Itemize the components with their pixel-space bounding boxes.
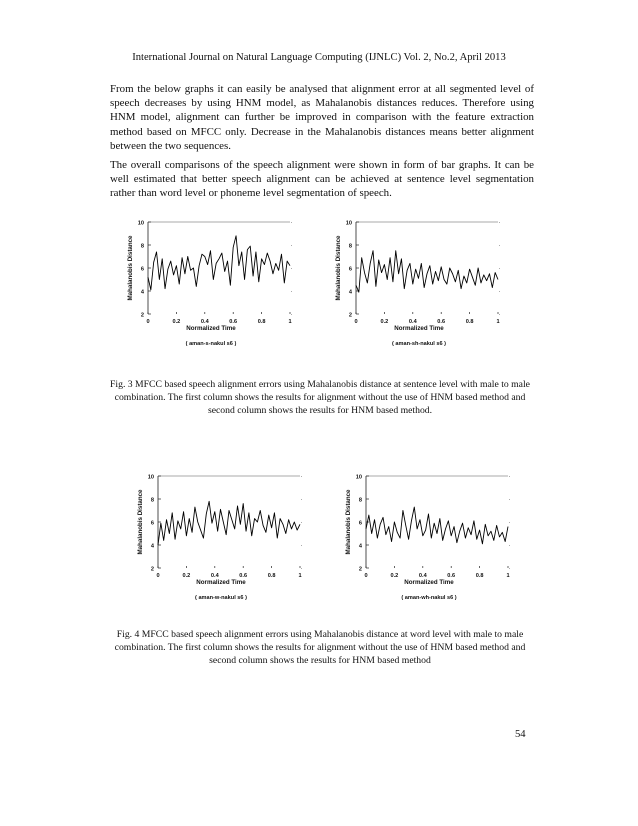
y-tick-label: 4 — [150, 543, 154, 550]
paragraph-2: The overall comparisons of the speech alignment were shown in form of bar graphs. It can be well estimated that better speech alignment can be achieved at sentence level segmentation rather than word level or phoneme level segmentation of speech. — [110, 159, 534, 200]
x-tick-label: 1 — [506, 573, 510, 579]
y-tick-label: 6 — [140, 266, 144, 273]
y-tick-dot: · — [301, 565, 303, 571]
x-axis-label: Normalized Time — [196, 579, 246, 586]
fig4-left-plot — [130, 468, 330, 603]
fig3-right-plot — [328, 214, 528, 349]
y-tick-dot: · — [291, 242, 293, 248]
x-tick-label: 0.4 — [418, 573, 427, 579]
paragraph-1: From the below graphs it can easily be analysed that alignment error at all segmented level of speech decreases by using HNM model, as Mahalanobis distances reduces. Therefore using HNM model, alignment can further be improved in comparison with the feature extraction method based on MFCC only. Decrease in the Mahalanobis distances means better alignment between the two sequences. — [110, 83, 534, 152]
figure-3-caption: Fig. 3 MFCC based speech alignment errors using Mahalanobis distance at sentence level with male to male combination. The first column shows the results for alignment without the use of HNM based method and second column shows the results for HNM based method. — [110, 379, 530, 416]
y-tick-dot: · — [301, 542, 303, 548]
y-tick-label: 4 — [358, 543, 362, 550]
y-tick-label: 4 — [348, 289, 352, 296]
y-tick-dot: · — [291, 265, 293, 271]
y-tick-dot: · — [291, 288, 293, 294]
legend-label: ( aman-s-nakul s6 ) — [185, 341, 237, 347]
x-tick-label: 0.2 — [172, 319, 181, 325]
x-tick-label: 0 — [146, 319, 150, 325]
x-tick-label: 0.8 — [465, 319, 474, 325]
y-tick-label: 2 — [358, 566, 362, 573]
x-tick-label: 0.2 — [380, 319, 389, 325]
fig3-left-plot — [120, 214, 320, 349]
y-tick-label: 8 — [358, 497, 362, 504]
x-tick-label: 0.8 — [257, 319, 266, 325]
legend-label: ( aman-sh-nakul s6 ) — [391, 341, 447, 347]
page-number: 54 — [515, 729, 526, 740]
x-tick-label: 0 — [364, 573, 368, 579]
x-tick-label: 0.2 — [182, 573, 191, 579]
y-tick-label: 10 — [137, 220, 144, 227]
x-tick-label: 0.6 — [447, 573, 456, 579]
y-tick-label: 2 — [348, 312, 352, 319]
y-tick-label: 6 — [348, 266, 352, 273]
y-tick-dot: · — [499, 219, 501, 225]
y-tick-dot: · — [499, 242, 501, 248]
series-line — [356, 251, 501, 294]
legend-label: ( aman-wh-nakul s6 ) — [401, 595, 457, 601]
y-tick-label: 8 — [150, 497, 154, 504]
y-tick-label: 8 — [348, 243, 352, 250]
y-axis-label: Mahalanobis Distance — [345, 489, 352, 555]
fig4-right-plot — [338, 468, 538, 603]
y-tick-label: 6 — [150, 520, 154, 527]
y-tick-dot: · — [509, 473, 511, 479]
x-tick-label: 0.8 — [267, 573, 276, 579]
x-tick-label: 0 — [156, 573, 160, 579]
x-axis-label: Normalized Time — [404, 579, 454, 586]
series-line — [366, 507, 511, 544]
x-tick-label: 0.4 — [408, 319, 417, 325]
y-tick-dot: · — [509, 519, 511, 525]
y-tick-dot: · — [499, 288, 501, 294]
y-tick-dot: · — [301, 473, 303, 479]
x-tick-label: 1 — [298, 573, 302, 579]
y-tick-label: 10 — [147, 474, 154, 481]
y-axis-label: Mahalanobis Distance — [335, 235, 342, 301]
y-tick-label: 6 — [358, 520, 362, 527]
x-tick-label: 0.4 — [200, 319, 209, 325]
y-tick-dot: · — [509, 496, 511, 502]
x-tick-label: 0 — [354, 319, 358, 325]
legend-label: ( aman-w-nakul s6 ) — [195, 595, 247, 601]
x-axis-label: Normalized Time — [394, 325, 444, 332]
series-line — [158, 501, 303, 545]
y-tick-label: 10 — [345, 220, 352, 227]
x-tick-label: 1 — [496, 319, 500, 325]
y-tick-label: 2 — [140, 312, 144, 319]
x-tick-label: 0.6 — [437, 319, 446, 325]
y-tick-dot: · — [509, 565, 511, 571]
figure-4-caption: Fig. 4 MFCC based speech alignment errors using Mahalanobis distance at word level with male to male combination. The first column shows the results for alignment without the use of HNM based method and second column shows the results for HNM based method — [114, 629, 526, 666]
y-tick-label: 8 — [140, 243, 144, 250]
series-line — [148, 236, 293, 290]
y-tick-dot: · — [291, 219, 293, 225]
journal-header: International Journal on Natural Language Computing (IJNLC) Vol. 2, No.2, April 2013 — [132, 52, 506, 63]
y-tick-label: 10 — [355, 474, 362, 481]
y-tick-dot: · — [301, 519, 303, 525]
y-tick-dot: · — [499, 311, 501, 317]
y-tick-dot: · — [301, 496, 303, 502]
x-axis-label: Normalized Time — [186, 325, 236, 332]
y-tick-label: 2 — [150, 566, 154, 573]
x-tick-label: 0.4 — [210, 573, 219, 579]
y-tick-label: 4 — [140, 289, 144, 296]
x-tick-label: 0.6 — [239, 573, 248, 579]
x-tick-label: 0.2 — [390, 573, 399, 579]
y-tick-dot: · — [499, 265, 501, 271]
x-tick-label: 1 — [288, 319, 292, 325]
y-axis-label: Mahalanobis Distance — [127, 235, 134, 301]
y-axis-label: Mahalanobis Distance — [137, 489, 144, 555]
y-tick-dot: · — [509, 542, 511, 548]
y-tick-dot: · — [291, 311, 293, 317]
x-tick-label: 0.8 — [475, 573, 484, 579]
x-tick-label: 0.6 — [229, 319, 238, 325]
